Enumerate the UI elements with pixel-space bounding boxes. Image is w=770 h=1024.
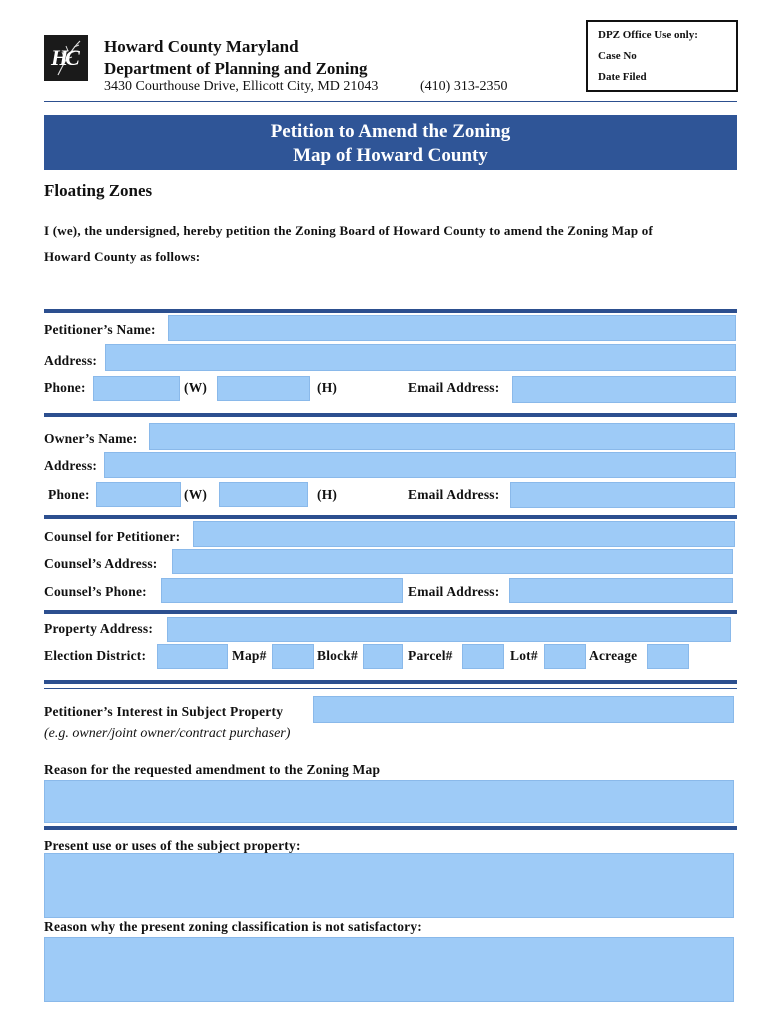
section-divider [44, 309, 737, 313]
block-field[interactable] [363, 644, 403, 669]
intro-line1: I (we), the undersigned, hereby petition the Zoning Board of Howard County to amend the Zoning Map of [44, 223, 653, 238]
lot-label: Lot# [510, 648, 538, 663]
reason-field[interactable] [44, 780, 734, 823]
counsel-address-field[interactable] [172, 549, 733, 574]
office-use-box [586, 20, 738, 92]
petitioner-address-label: Address: [44, 353, 98, 368]
counsel-name-field[interactable] [193, 521, 735, 547]
petitioner-phone-label: Phone: [44, 380, 86, 395]
election-district-label: Election District: [44, 648, 147, 663]
map-field[interactable] [272, 644, 314, 669]
election-district-field[interactable] [157, 644, 228, 669]
counsel-phone-field[interactable] [161, 578, 403, 603]
lot-field[interactable] [544, 644, 586, 669]
case-no-label: Case No [598, 50, 637, 62]
petitioner-address-field[interactable] [105, 344, 736, 371]
petitioner-work-label: (W) [184, 380, 208, 395]
zoning-reason-field[interactable] [44, 937, 734, 1002]
petitioner-email-field[interactable] [512, 376, 736, 403]
reason-label: Reason for the requested amendment to the Zoning Map [44, 762, 381, 777]
owner-home-phone-field[interactable] [219, 482, 308, 507]
county-logo [44, 35, 88, 81]
counsel-address-label: Counsel’s Address: [44, 556, 158, 571]
counsel-email-label: Email Address: [408, 584, 500, 599]
title-banner [44, 115, 737, 170]
owner-home-label: (H) [317, 487, 338, 502]
org-address: 3430 Courthouse Drive, Ellicott City, MD 21043 [104, 79, 379, 94]
interest-hint: (e.g. owner/joint owner/contract purchaser) [44, 726, 291, 741]
title-line2: Map of Howard County [293, 145, 488, 166]
owner-work-phone-field[interactable] [96, 482, 181, 507]
map-label: Map# [232, 648, 267, 663]
owner-name-field[interactable] [149, 423, 735, 450]
present-use-field[interactable] [44, 853, 734, 918]
counsel-email-field[interactable] [509, 578, 733, 603]
owner-email-label: Email Address: [408, 487, 500, 502]
acreage-field[interactable] [647, 644, 689, 669]
header-divider [44, 101, 737, 102]
property-address-label: Property Address: [44, 621, 154, 636]
counsel-name-label: Counsel for Petitioner: [44, 529, 181, 544]
owner-phone-label: Phone: [48, 487, 90, 502]
section-divider [44, 610, 737, 614]
logo-text: HC [51, 45, 77, 70]
acreage-label: Acreage [589, 648, 638, 663]
title-line1: Petition to Amend the Zoning [270, 121, 511, 142]
intro-line2: Howard County as follows: [44, 249, 201, 264]
petitioner-name-field[interactable] [168, 315, 736, 341]
section-divider [44, 413, 737, 417]
counsel-phone-label: Counsel’s Phone: [44, 584, 147, 599]
present-use-label: Present use or uses of the subject property: [44, 838, 301, 853]
interest-field[interactable] [313, 696, 734, 723]
parcel-field[interactable] [462, 644, 504, 669]
section-title: Floating Zones [44, 181, 153, 200]
org-name-line2: Department of Planning and Zoning [104, 59, 368, 78]
section-subdivider [44, 688, 737, 689]
owner-work-label: (W) [184, 487, 208, 502]
owner-address-field[interactable] [104, 452, 736, 478]
owner-email-field[interactable] [510, 482, 735, 508]
owner-name-label: Owner’s Name: [44, 431, 138, 446]
petitioner-work-phone-field[interactable] [93, 376, 180, 401]
zoning-reason-label: Reason why the present zoning classification is not satisfactory: [44, 919, 422, 934]
section-divider [44, 680, 737, 684]
parcel-label: Parcel# [408, 648, 453, 663]
org-phone: (410) 313-2350 [420, 79, 508, 94]
section-divider [44, 515, 737, 519]
date-filed-label: Date Filed [598, 71, 647, 83]
petitioner-home-phone-field[interactable] [217, 376, 310, 401]
petitioner-email-label: Email Address: [408, 380, 500, 395]
interest-label: Petitioner’s Interest in Subject Property [44, 704, 284, 719]
block-label: Block# [317, 648, 358, 663]
petitioner-home-label: (H) [317, 380, 338, 395]
section-divider [44, 826, 737, 830]
office-use-title: DPZ Office Use only: [598, 29, 698, 41]
org-name-line1: Howard County Maryland [104, 37, 299, 56]
property-address-field[interactable] [167, 617, 731, 642]
owner-address-label: Address: [44, 458, 98, 473]
petitioner-name-label: Petitioner’s Name: [44, 322, 156, 337]
